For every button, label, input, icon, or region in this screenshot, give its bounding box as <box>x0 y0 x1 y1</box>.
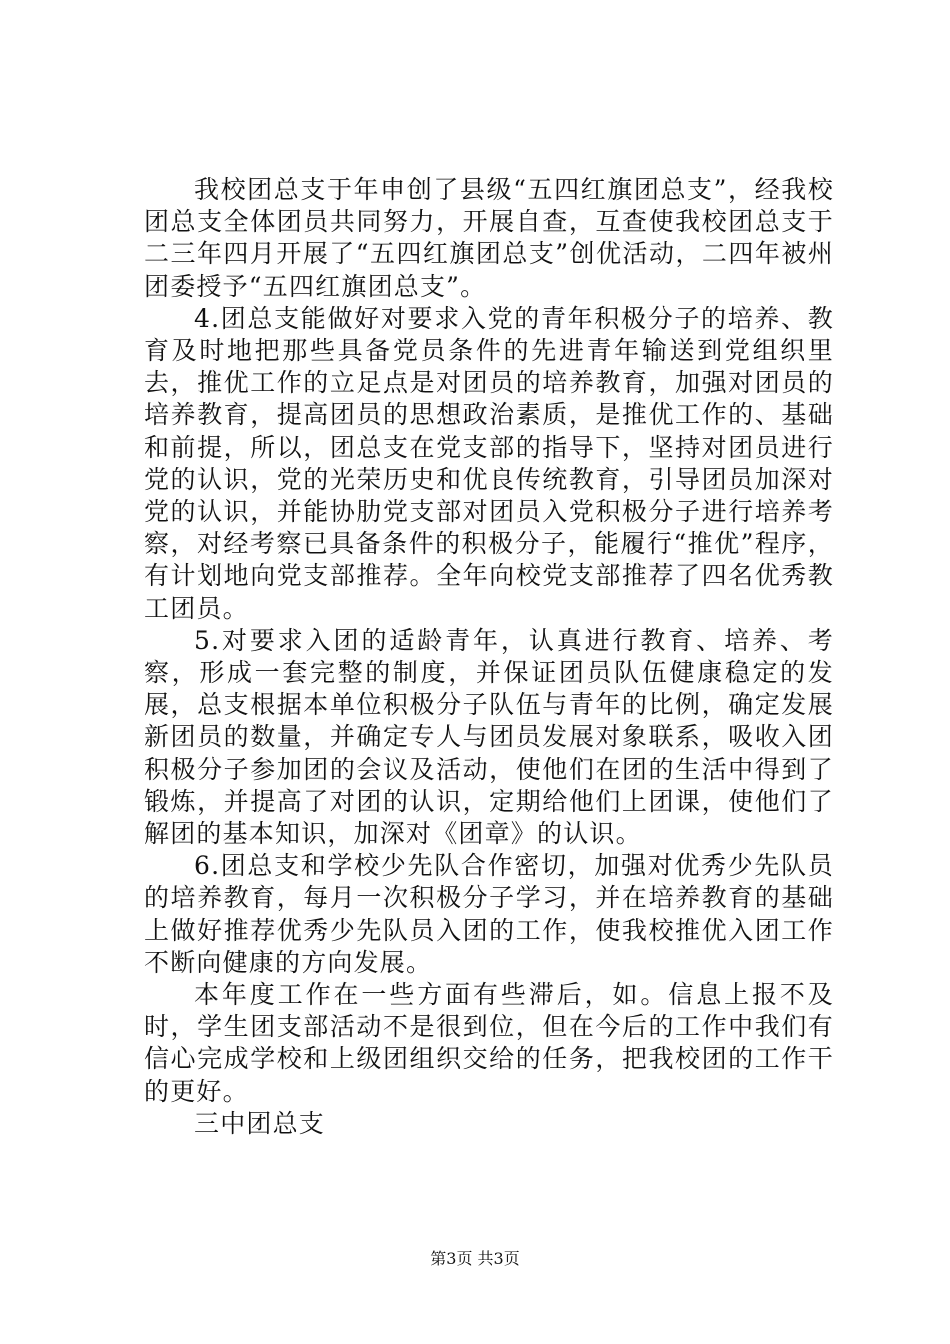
paragraph-intro: 我校团总支于年申创了县级“五四红旗团总支”，经我校团总支全体团员共同努力，开展自查，互查使我校团总支于二三年四月开展了“五四红旗团总支”创优活动，二四年被州团委授予“五四红旗团总支”。 <box>144 175 834 301</box>
page-footer: 第3页 共3页 <box>430 1249 520 1268</box>
paragraph-item-5: 5.对要求入团的适龄青年，认真进行教育、培养、考察，形成一套完整的制度，并保证团员队伍健康稳定的发展，总支根据本单位积极分子队伍与青年的比例，确定发展新团员的数量，并确定专人与团员发展对象联系，吸收入团积极分子参加团的会议及活动，使他们在团的生活中得到了锻炼，并提高了对团的认识，定期给他们上团课，使他们了解团的基本知识，加深对《团章》的认识。 <box>144 625 834 849</box>
signature: 三中团总支 <box>194 1108 326 1138</box>
paragraph-item-4: 4.团总支能做好对要求入党的青年积极分子的培养、教育及时地把那些具备党员条件的先进青年输送到党组织里去，推优工作的立足点是对团员的培养教育，加强对团员的培养教育，提高团员的思想政治素质，是推优工作的、基础和前提，所以，团总支在党支部的指导下，坚持对团员进行党的认识，党的光荣历史和优良传统教育，引导团员加深对党的认识，并能协肋党支部对团员入党积极分子进行培养考察，对经考察已具备条件的积极分子，能履行“推优”程序，有计划地向党支部推荐。全年向校党支部推荐了四名优秀教工团员。 <box>144 303 834 623</box>
paragraph-item-6: 6.团总支和学校少先队合作密切，加强对优秀少先队员的培养教育，每月一次积极分子学习，并在培养教育的基础上做好推荐优秀少先队员入团的工作，使我校推优入团工作不断向健康的方向发展。 <box>144 851 834 977</box>
document-body <box>144 174 834 1140</box>
paragraph-conclusion: 本年度工作在一些方面有些滞后，如。信息上报不及时，学生团支部活动不是很到位，但在今后的工作中我们有信心完成学校和上级团组织交给的任务，把我校团的工作干的更好。 <box>144 980 834 1106</box>
